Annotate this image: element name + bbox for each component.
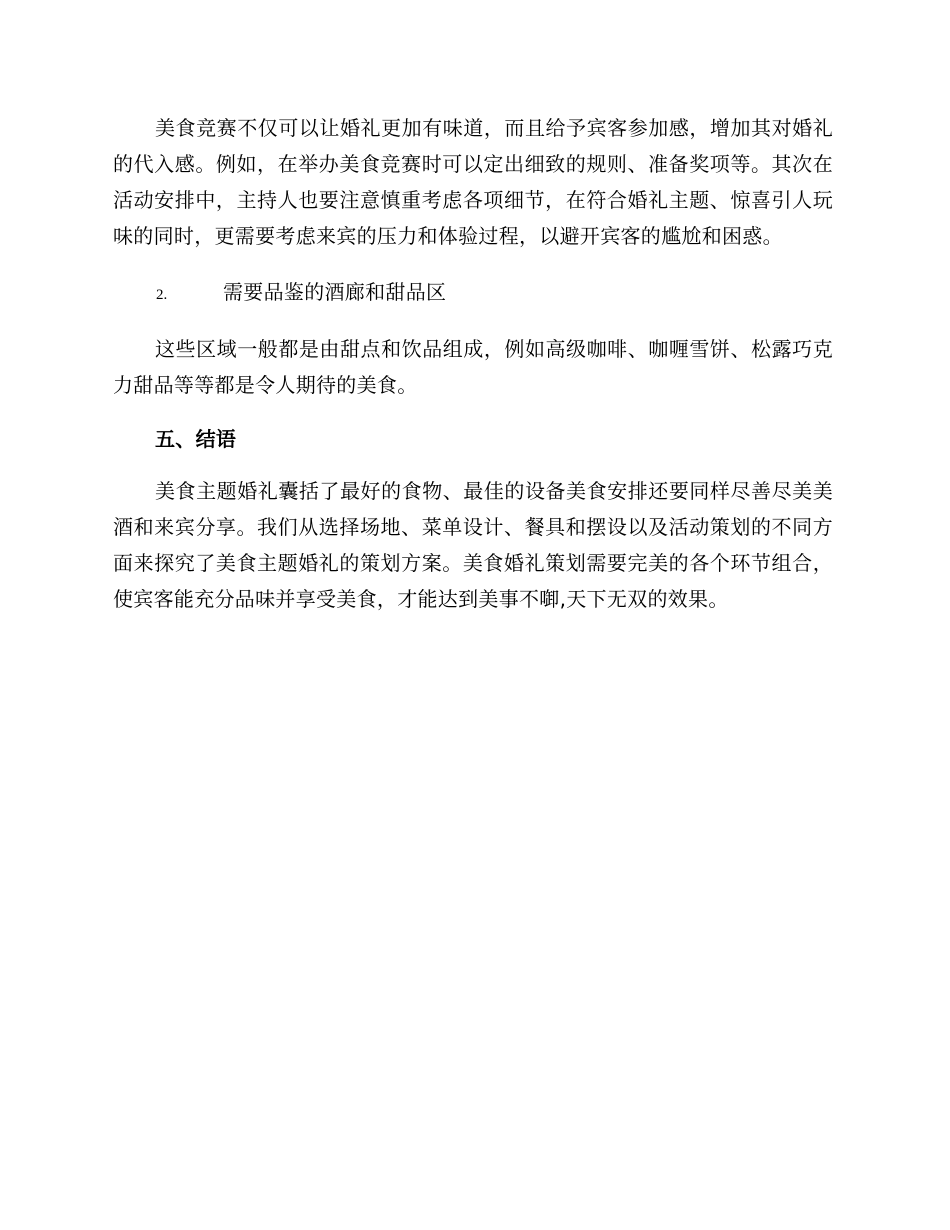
list-item-text: 需要品鉴的酒廊和甜品区 bbox=[223, 280, 447, 304]
list-item-number: 2. bbox=[156, 287, 168, 303]
section-heading-conclusion: 五、结语 bbox=[155, 427, 237, 451]
numbered-list-item bbox=[113, 274, 833, 313]
paragraph-conclusion: 美食主题婚礼囊括了最好的食物、最佳的设备美食安排还要同样尽善尽美美酒和来宾分享。我们从选择场地、菜单设计、餐具和摆设以及活动策划的不同方面来探究了美食主题婚礼的策划方案。美食婚礼策划需要完美的各个环节组合， 使宾客能充分品味并享受美食，才能达到美事不啣,天下无双的效果。 bbox=[113, 479, 833, 611]
paragraph-food-competition: 美食竞赛不仅可以让婚礼更加有味道，而且给予宾客参加感，增加其对婚礼的代入感。例如，在举办美食竞赛时可以定出细致的规则、准备奖项等。其次在活动安排中，主持人也要注意慎重考虑各项细节，在符合婚礼主题、惊喜引人玩味的同时，更需要考虑来宾的压力和体验过程，以避开宾客的尴尬和困惑。 bbox=[113, 116, 833, 248]
document-body bbox=[113, 110, 833, 617]
paragraph-dessert-area: 这些区域一般都是由甜点和饮品组成，例如高级咖啡、咖喱雪饼、松露巧克力甜品等等都是令人期待的美食。 bbox=[113, 337, 833, 397]
